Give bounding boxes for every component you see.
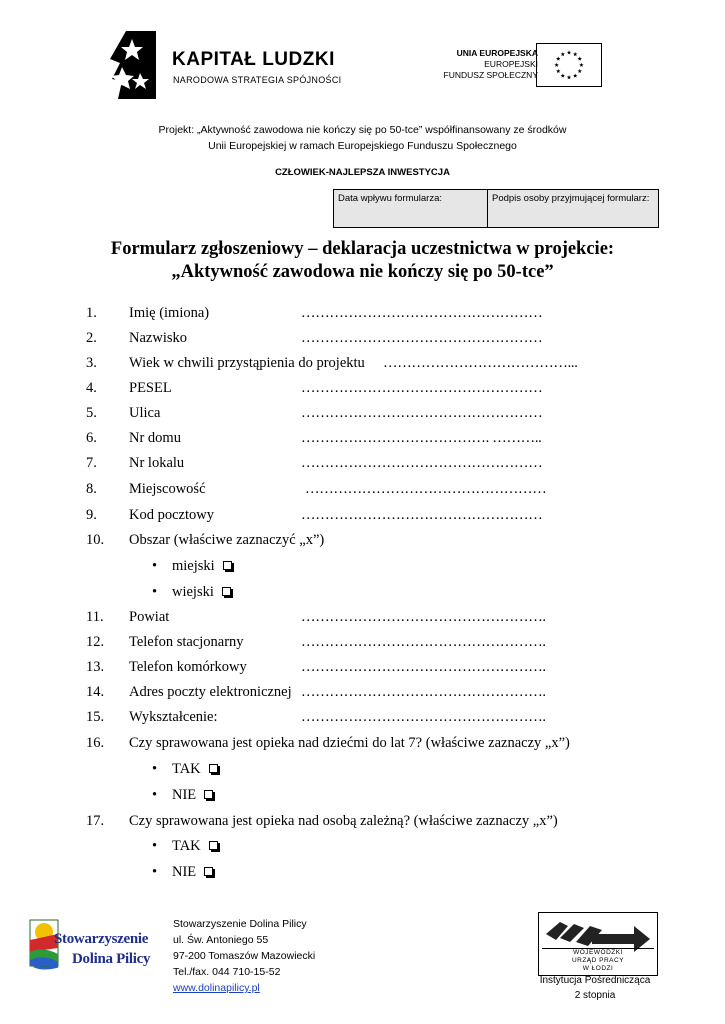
field-label-education: Wykształcenie: [129, 709, 218, 725]
kapital-ludzki-subtitle: NARODOWA STRATEGIA SPÓJNOŚCI [173, 75, 342, 85]
field-number: 10. [86, 532, 105, 548]
option-dependent-care-yes [152, 838, 218, 855]
admin-date-cell[interactable]: Data wpływu formularza: [334, 190, 488, 227]
field-number: 15. [86, 709, 105, 725]
field-label-postal-code: Kod pocztowy [129, 507, 214, 523]
wup-line-3: W ŁODZI [582, 965, 614, 972]
wup-line-1: WOJEWÓDZKI [573, 949, 623, 956]
field-number: 16. [86, 735, 105, 751]
wup-line-2: URZĄD PRACY [571, 957, 625, 964]
field-label-city: Miejscowość [129, 481, 206, 497]
bullet-icon: • [152, 838, 158, 854]
field-label-county: Powiat [129, 609, 170, 625]
checkbox-dependent-care-no[interactable] [204, 867, 213, 876]
eu-star-icon [578, 69, 582, 73]
option-label: wiejski [172, 584, 214, 600]
address-line: Tel./fax. 044 710-15-52 [173, 966, 281, 978]
field-label-apartment-number: Nr lokalu [129, 455, 185, 471]
field-number: 3. [86, 355, 97, 371]
field-label-email: Adres poczty elektronicznej [129, 684, 292, 700]
eu-star-icon [573, 52, 577, 56]
option-childcare-no [152, 787, 213, 804]
bullet-icon: • [152, 761, 158, 777]
field-label-house-number: Nr domu [129, 430, 181, 446]
option-label: TAK [172, 761, 201, 777]
checkbox-area-urban[interactable] [223, 561, 232, 570]
field-input-street[interactable]: …………………………………………… [301, 405, 543, 421]
bullet-icon: • [152, 558, 158, 574]
eu-fund-text [420, 48, 538, 81]
field-label-last-name: Nazwisko [129, 330, 187, 346]
field-label-first-name: Imię (imiona) [129, 305, 210, 321]
eu-star-icon [554, 63, 558, 67]
slogan: CZŁOWIEK-NAJLEPSZA INWESTYCJA [275, 167, 450, 178]
checkbox-childcare-yes[interactable] [209, 764, 218, 773]
address-line: Stowarzyszenie Dolina Pilicy [173, 918, 307, 930]
field-label-dependent-care: Czy sprawowana jest opieka nad osobą zależną? (właściwe zaznaczy „x”) [129, 813, 558, 829]
field-label-landline: Telefon stacjonarny [129, 634, 244, 650]
field-number: 1. [86, 305, 97, 321]
kapital-ludzki-logo [108, 29, 353, 101]
field-number: 8. [86, 481, 97, 497]
field-label-age: Wiek w chwili przystąpienia do projektu [129, 355, 365, 371]
eu-star-icon [578, 57, 582, 61]
eu-star-icon [567, 75, 571, 79]
ip-line-1: Instytucja Pośrednicząca [539, 975, 651, 986]
field-input-city[interactable]: …………………………………………… [305, 481, 547, 497]
intermediate-institution [520, 973, 670, 1003]
field-number: 7. [86, 455, 97, 471]
option-dependent-care-no [152, 864, 213, 881]
field-label-childcare: Czy sprawowana jest opieka nad dziećmi do lat 7? (właściwe zaznaczy „x”) [129, 735, 570, 751]
kapital-ludzki-title: KAPITAŁ LUDZKI [172, 49, 335, 70]
checkbox-dependent-care-yes[interactable] [209, 841, 218, 850]
address-line: 97-200 Tomaszów Mazowiecki [173, 950, 316, 962]
field-input-apartment-number[interactable]: …………………………………………… [301, 455, 543, 471]
field-label-area: Obszar (właściwe zaznaczyć „x”) [129, 532, 325, 548]
eu-star-icon [556, 69, 560, 73]
field-number: 14. [86, 684, 105, 700]
field-input-county[interactable]: ……………………………………………. [301, 609, 546, 625]
field-number: 13. [86, 659, 105, 675]
address-line: ul. Św. Antoniego 55 [173, 934, 269, 946]
dolina-pilicy-logo-icon [28, 918, 163, 978]
field-number: 6. [86, 430, 97, 446]
kapital-ludzki-mark-icon [108, 29, 158, 101]
wup-lodz-text [542, 949, 654, 973]
field-input-postal-code[interactable]: …………………………………………… [301, 507, 543, 523]
bullet-icon: • [152, 864, 158, 880]
form-title-line-1: Formularz zgłoszeniowy – deklaracja uczestnictwa w projekcie: [110, 239, 615, 259]
field-input-house-number[interactable]: …………………………………. ……….. [301, 430, 542, 446]
project-line-1: Projekt: „Aktywność zawodowa nie kończy się po 50-tce” współfinansowany ze środków [158, 124, 567, 136]
bullet-icon: • [152, 584, 158, 600]
bullet-icon: • [152, 787, 158, 803]
field-input-last-name[interactable]: …………………………………………… [301, 330, 543, 346]
organization-address [173, 916, 315, 996]
field-input-age[interactable]: …………………………………... [383, 355, 578, 371]
option-area-urban [152, 558, 232, 575]
field-label-pesel: PESEL [129, 380, 172, 396]
option-label: TAK [172, 838, 201, 854]
eu-line-3: FUNDUSZ SPOŁECZNY [443, 70, 538, 80]
option-label: NIE [172, 864, 197, 880]
eu-flag-icon [536, 43, 602, 87]
admin-signature-cell[interactable]: Podpis osoby przyjmującej formularz: [492, 193, 650, 204]
eu-star-icon [579, 63, 583, 67]
checkbox-childcare-no[interactable] [204, 790, 213, 799]
eu-star-icon [561, 73, 565, 77]
checkbox-area-rural[interactable] [222, 587, 231, 596]
eu-line-2: EUROPEJSKI [484, 59, 538, 69]
field-number: 17. [86, 813, 105, 829]
eu-star-icon [567, 50, 571, 54]
option-area-rural [152, 584, 231, 601]
ip-line-2: 2 stopnia [574, 990, 616, 1001]
field-input-landline[interactable]: ……………………………………………. [301, 634, 546, 650]
field-number: 4. [86, 380, 97, 396]
dolina-pilicy-name-line-2: Dolina Pilicy [72, 951, 151, 967]
field-number: 12. [86, 634, 105, 650]
field-label-mobile: Telefon komórkowy [129, 659, 247, 675]
eu-star-icon [573, 73, 577, 77]
eu-star-icon [561, 52, 565, 56]
form-title-line-2: „Aktywność zawodowa nie kończy się po 50-tce” [171, 262, 554, 282]
field-input-first-name[interactable]: …………………………………………… [301, 305, 543, 321]
website-link[interactable]: www.dolinapilicy.pl [173, 982, 260, 994]
field-label-street: Ulica [129, 405, 161, 421]
eu-line-1: UNIA EUROPEJSKA [456, 48, 538, 58]
field-input-pesel[interactable]: …………………………………………… [301, 380, 543, 396]
field-input-education[interactable]: ……………………………………………. [301, 709, 546, 725]
eu-star-icon [556, 57, 560, 61]
option-label: miejski [172, 558, 215, 574]
dolina-pilicy-name-line-1: Stowarzyszenie [54, 931, 149, 947]
field-input-email[interactable]: ……………………………………………. [301, 684, 546, 700]
option-label: NIE [172, 787, 197, 803]
field-number: 11. [86, 609, 104, 625]
option-childcare-yes [152, 761, 218, 778]
admin-box [333, 189, 659, 228]
field-input-mobile[interactable]: ……………………………………………. [301, 659, 546, 675]
field-number: 9. [86, 507, 97, 523]
field-number: 5. [86, 405, 97, 421]
field-number: 2. [86, 330, 97, 346]
project-line-2: Unii Europejskiej w ramach Europejskiego Funduszu Społecznego [208, 140, 517, 152]
